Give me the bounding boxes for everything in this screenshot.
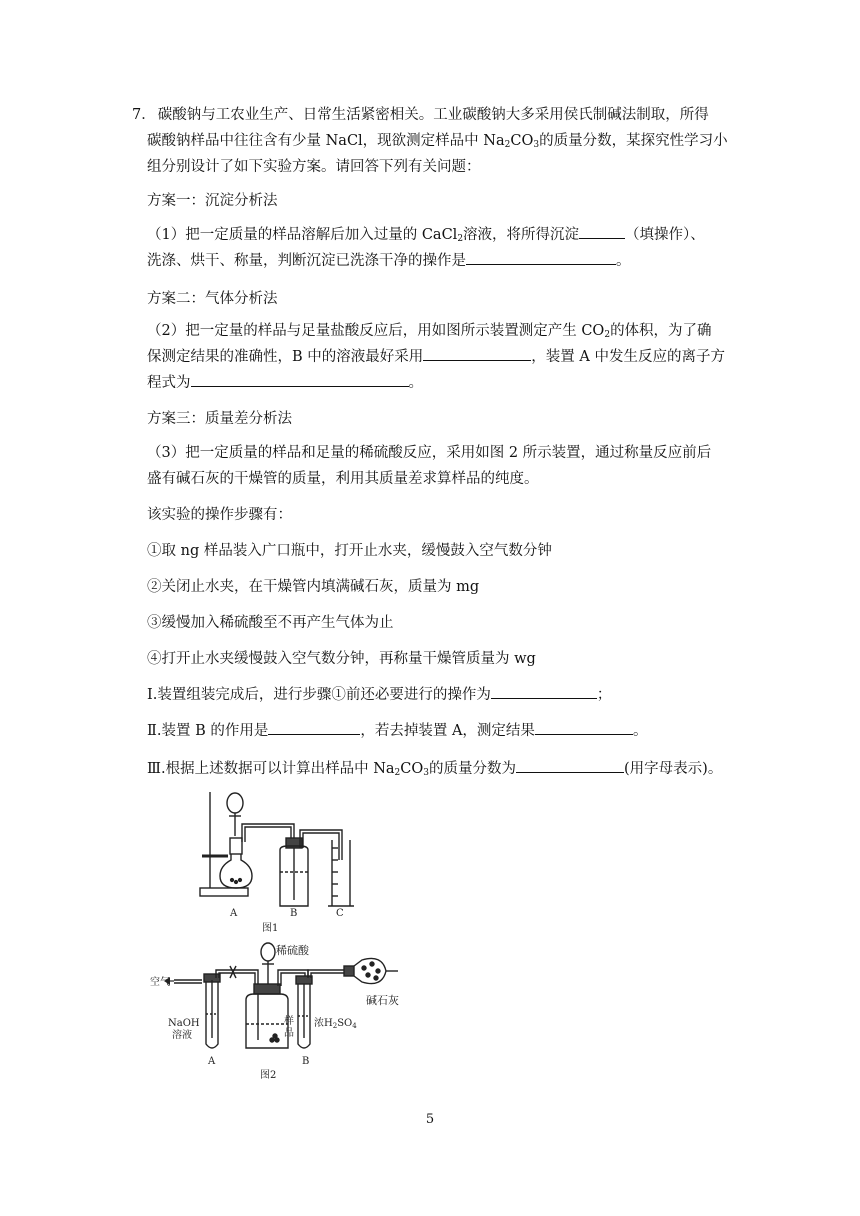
answer-blank[interactable] [423, 344, 531, 361]
acid-label: 稀硫酸 [276, 944, 309, 957]
naoh-solution-label: 溶液 [172, 1030, 192, 1041]
answer-blank[interactable] [491, 682, 597, 699]
sub-question-3: Ⅲ.根据上述数据可以计算出样品中 $Na_2CO_3$的质量分数为 (用字母表示)。 [147, 756, 722, 782]
air-label: 空气 [150, 977, 170, 988]
answer-blank[interactable] [516, 756, 624, 773]
answer-blank[interactable] [466, 248, 616, 265]
plan-2-title: 方案二：气体分析法 [147, 291, 278, 307]
sub-question-2: Ⅱ.装置 B 的作用是 ，若去掉装置 A，测定结果 。 [147, 718, 647, 744]
steps-title: 该实验的操作步骤有： [147, 507, 292, 523]
sub-question-1: Ⅰ.装置组装完成后，进行步骤①前还必要进行的操作为 ； [147, 682, 611, 708]
figure-2-apparatus [150, 940, 400, 1088]
plan-2-question-2-cont: 保测定结果的准确性，B 中的溶液最好采用 ，装置 A 中发生反应的离子方 [147, 344, 725, 370]
answer-blank[interactable] [579, 222, 625, 239]
question-7-line-2: 碳酸钠样品中往往含有少量 NaCl，现欲测定样品中 $Na_2CO_3$的质量分数，某探究性学习小 [147, 133, 728, 150]
plan-1-title: 方案一：沉淀分析法 [147, 193, 278, 209]
sample-label-2: 品 [284, 1028, 294, 1039]
figure-2-caption: 图2 [260, 1070, 277, 1081]
question-7-line-1: 7． 碳酸钠与工农业生产、日常生活紧密相关。工业碳酸钠大多采用侯氏制碱法制取，所得 [132, 107, 709, 123]
step-3: ③缓慢加入稀硫酸至不再产生气体为止 [147, 615, 394, 631]
plan-2-question-2-cont-2: 程式为 。 [147, 370, 423, 396]
plan-3-question-3-cont: 盛有碱石灰的干燥管的质量，利用其质量差求算样品的纯度。 [147, 471, 539, 487]
plan-1-question-1-cont: 洗涤、烘干、称量，判断沉淀已洗涤干净的操作是 。 [147, 248, 631, 274]
plan-2-question-2: （2）把一定量的样品与足量盐酸反应后，用如图所示装置测定产生 $CO_2$的体积，为了确 [147, 323, 712, 340]
step-2: ②关闭止水夹，在干燥管内填满碱石灰，质量为 mg [147, 579, 480, 595]
label-A: A [230, 908, 238, 919]
h2so4-label: 浓$H_2SO_4$ [314, 1018, 357, 1030]
plan-3-question-3: （3）把一定质量的样品和足量的稀硫酸反应，采用如图 2 所示装置，通过称量反应前后 [147, 445, 712, 461]
label-B: B [290, 908, 298, 919]
label-A: A [208, 1056, 216, 1067]
answer-blank[interactable] [191, 370, 409, 387]
plan-1-question-1: （1）把一定质量的样品溶解后加入过量的 CaCl$_2$溶液，将所得沉淀 （填操作）、 [147, 222, 705, 248]
question-7-line-3: 组分别设计了如下实验方案。请回答下列有关问题： [147, 159, 481, 175]
step-1: ①取 ng 样品装入广口瓶中，打开止水夹，缓慢鼓入空气数分钟 [147, 543, 552, 559]
sample-label-1: 样 [284, 1016, 294, 1027]
page-number: 5 [425, 1112, 435, 1127]
label-B: B [302, 1056, 310, 1067]
answer-blank[interactable] [268, 718, 360, 735]
naoh-label: NaOH [168, 1018, 200, 1029]
plan-3-title: 方案三：质量差分析法 [147, 411, 292, 427]
answer-blank[interactable] [535, 718, 633, 735]
step-4: ④打开止水夹缓慢鼓入空气数分钟，再称量干燥管质量为 wg [147, 651, 536, 667]
soda-lime-label: 碱石灰 [366, 994, 399, 1007]
figure-1-apparatus [190, 788, 380, 936]
question-number: 7． [132, 107, 156, 123]
figure-1-caption: 图1 [262, 923, 279, 934]
label-C: C [336, 908, 344, 919]
